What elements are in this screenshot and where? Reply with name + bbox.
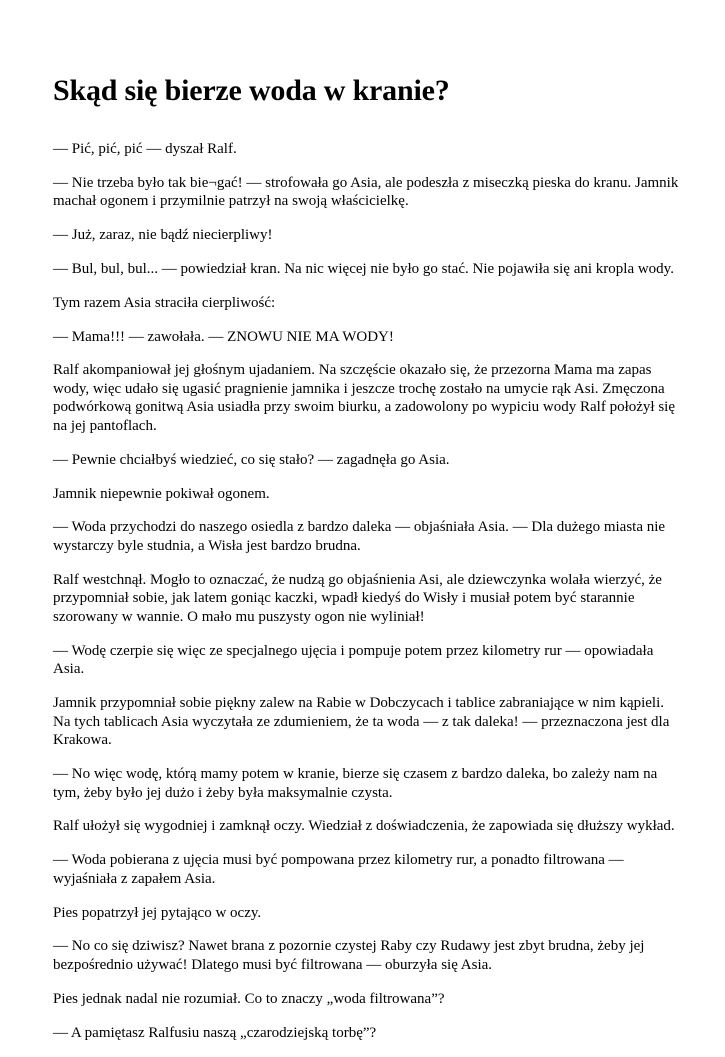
paragraph: — Pić, pić, pić — dyszał Ralf. (53, 141, 237, 157)
paragraph: — Nie trzeba było tak bie¬gać! — strofowała go Asia, ale podeszła z miseczką pieska do kranu. Jamnik machał ogonem i przymilnie patrzył na swoją właścicielkę. (53, 174, 679, 210)
paragraph: Ralf ułożył się wygodniej i zamknął oczy. Wiedział z doświadczenia, że zapowiada się dłuższy wykład. (53, 818, 675, 835)
paragraph: — Woda przychodzi do naszego osiedla z bardzo daleka — objaśniała Asia. — Dla dużego miasta nie wystarczy byle studnia, a Wisła jest bardzo brudna. (53, 519, 666, 554)
paragraph: — Mama!!! — zawołała. — ZNOWU NIE MA WODY! (53, 328, 394, 345)
paragraph: Ralf westchnął. Mogło to oznaczać, że nudzą go objaśnienia Asi, ale dziewczynka wolała wierzyć, że przypomniał sobie, jak latem goniąc kaczki, wpadł kiedyś do Wisły i musiał potem być starannie szorowany w wannie. O mało mu puszysty ogon nie wyliniał! (53, 571, 662, 625)
paragraph: — No co się dziwisz? Nawet brana z pozornie czystej Raby czy Rudawy jest zbyt brudna, żeby jej bezpośrednio używać! Dlatego musi być filtrowana — oburzyła się Asia. (53, 938, 645, 973)
paragraph: Pies popatrzył jej pytająco w oczy. (53, 904, 262, 921)
paragraph: — Woda pobierana z ujęcia musi być pompowana przez kilometry rur, a ponadto filtrowana — wyjaśniała z zapałem Asia. (53, 852, 624, 887)
paragraph: — Pewnie chciałbyś wiedzieć, co się stało? — zagadnęła go Asia. (53, 451, 450, 468)
paragraph: — Wodę czerpie się więc ze specjalnego ujęcia i pompuje potem przez kilometry rur — opowiadała Asia. (53, 642, 654, 678)
paragraph: Tym razem Asia straciła cierpliwość: (53, 294, 276, 311)
document-page (53, 0, 683, 1057)
page-title: Skąd się bierze woda w kranie? (53, 74, 450, 107)
paragraph: Jamnik niepewnie pokiwał ogonem. (53, 485, 270, 502)
paragraph: — No więc wodę, którą mamy potem w kranie, bierze się czasem z bardzo daleka, bo zależy nam na tym, żeby było jej dużo i żeby była maksymalnie czysta. (53, 766, 658, 801)
paragraph: — Już, zaraz, nie bądź niecierpliwy! (53, 227, 273, 244)
paragraph: Pies jednak nadal nie rozumiał. Co to znaczy „woda filtrowana”? (53, 990, 445, 1007)
paragraph: Jamnik przypomniał sobie piękny zalew na Rabie w Dobczycach i tablice zabraniające w nim kąpieli. Na tych tablicach Asia wyczytała ze zdumieniem, że ta woda — z tak daleka! — przeznaczona jest dla Krakowa. (53, 695, 670, 749)
paragraph: Ralf akompaniował jej głośnym ujadaniem. Na szczęście okazało się, że przezorna Mama ma zapas wody, więc udało się ugasić pragnienie jamnika i jeszcze trochę zostało na umycie rąk Asi. Zmęczona podwórkową gonitwą Asia usiadła przy swoim biurku, a zadowolony po wypiciu wody Ralf położył się na jej pantoflach. (53, 362, 675, 435)
paragraph: — Bul, bul, bul... — powiedział kran. Na nic więcej nie było go stać. Nie pojawiła się ani kropla wody. (53, 260, 674, 277)
document-body (53, 140, 683, 1042)
paragraph: — A pamiętasz Ralfusiu naszą „czarodziejską torbę”? (53, 1024, 377, 1041)
